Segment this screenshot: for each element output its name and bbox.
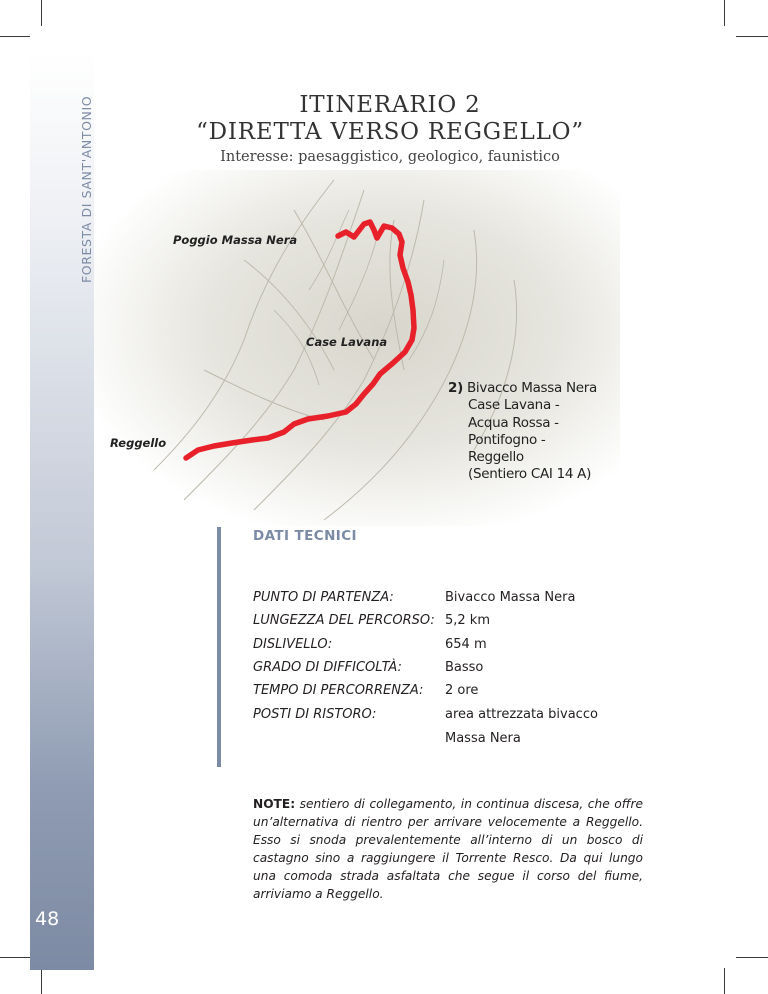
row-value: area attrezzata bivacco [445,707,598,722]
crop-mark [736,957,768,958]
crop-mark [736,36,768,37]
crop-mark [0,36,30,37]
legend-line: Bivacco Massa Nera [466,380,598,396]
legend-line: Case Lavana - [468,397,560,414]
row-value: Bivacco Massa Nera [445,590,576,605]
page-subtitle: Interesse: paesaggistico, geologico, faunistico [220,149,560,165]
row-label: GRADO DI DIFFICOLTÀ: [253,660,402,675]
legend-line: Acqua Rossa - [468,414,559,431]
technical-heading: DATI TECNICI [253,528,357,544]
crop-mark [724,0,725,26]
section-label: FORESTA DI SANT'ANTONIO [79,95,94,283]
page-title-line1: ITINERARIO 2 [299,92,481,118]
crop-mark [0,957,30,958]
note-label: NOTE: [253,797,296,811]
crop-mark [41,968,42,994]
row-label: TEMPO DI PERCORRENZA: [253,683,424,698]
route-number: 2) [448,380,463,396]
crop-mark [724,968,725,994]
page-number: 48 [35,908,60,930]
map-label-end: Reggello [110,436,167,450]
row-value: Massa Nera [445,731,521,746]
row-label: POSTI DI RISTORO: [253,707,377,722]
legend-line: (Sentiero CAI 14 A) [468,466,592,483]
accent-bar [217,527,221,767]
legend-line: Pontifogno - [468,431,546,448]
row-label: LUNGEZZA DEL PERCORSO: [253,613,435,628]
row-value: 2 ore [445,683,479,698]
crop-mark [41,0,42,26]
row-label: DISLIVELLO: [253,637,333,652]
row-label: PUNTO DI PARTENZA: [253,590,394,605]
row-value: 5,2 km [445,613,490,628]
map-label-mid: Case Lavana [306,335,388,349]
row-value: 654 m [445,637,487,652]
page-title-line2: “DIRETTA VERSO REGGELLO” [196,119,584,145]
route-legend [448,380,597,484]
legend-line: Reggello [468,449,524,466]
note-text: sentiero di collegamento, in continua discesa, che offre un’alternativa di rientro per arrivare velocemente a Reggello. Esso si snoda prevalentemente all’interno di un bosco di castagno sino a raggiungere il Torrente Resco. Da qui lungo una comoda strada asfaltata che segue il corso del fiume, arriviamo a Reggello. [253,797,643,901]
note-paragraph [253,795,643,903]
row-value: Basso [445,660,484,675]
map-label-start: Poggio Massa Nera [173,233,298,247]
